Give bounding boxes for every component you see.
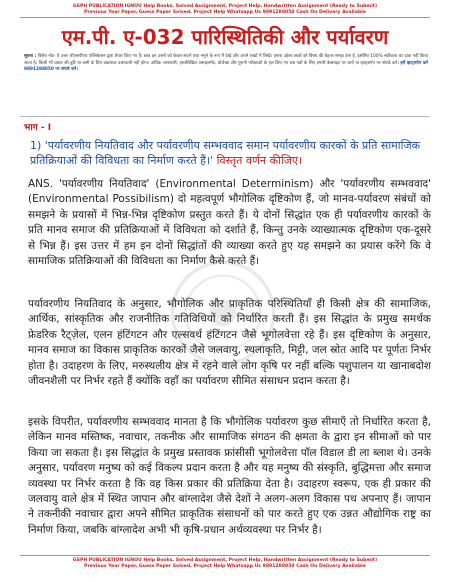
question-text: 1) 'पर्यावरणीय नियतिवाद और पर्यावरणीय सम्भववाद समान पर्यावरणीय कारकों के प्रति सामाजिक प्रतिक्रियाओं की विविधता का निर्माण करते हैं।' [30,139,421,167]
footer-line-1: GSPH PUBLICATION IGNOU Help Books, Solved Assignment, Project Help, Handwritten Assignment (Ready to Submit) [72,558,378,563]
header-line-2: Previous Year Paper, Guess Paper Solved, Project Help Whatsapp Us 9891288050 Cash On Delivery Available [84,10,366,15]
page-footer [0,558,450,570]
answer-paragraph-2: पर्यावरणीय नियतिवाद के अनुसार, भौगोलिक और प्राकृतिक परिस्थितियाँ ही किसी क्षेत्र की सामाजिक, आर्थिक, सांस्कृतिक और राजनीतिक गतिविधियों को निर्धारित करती हैं। इस सिद्धांत के प्रमुख समर्थक फ्रेडरिक रैट्ज़ेल, एलन हंटिंगटन और एल्सवर्थ हंटिंगटन जैसे भूगोलवेत्ता रहे हैं। इस दृष्टिकोण के अनुसार, मानव समाज का विकास प्राकृतिक कारकों जैसे जलवायु, स्थलाकृति, मिट्टी, जल स्रोत आदि पर पूर्णतः निर्भर होता है। उदाहरण के लिए, मरुस्थलीय क्षेत्र में रहने वाले लोग कृषि पर नहीं बल्कि पशुपालन या खानाबदोश जीवनशैली पर निर्भर रहते हैं क्योंकि वहाँ का पर्यावरण सीमित संसाधन प्रदान करता है। [28,298,431,388]
notice-label: सूचना : [24,54,37,59]
part-label: भाग - I [24,123,52,133]
footer-divider [20,555,430,556]
header-line-1: GSPH PUBLICATION IGNOU Help Books, Solved Assignment, Project Help, Handwritten Assignment (Ready to Submit) [72,4,378,9]
notice-block [24,54,428,74]
notice-whatsapp-link[interactable]: हमें व्हाट्सऐप करें 9891288050 पर संपर्क करें। [24,60,428,73]
header-divider [20,17,430,18]
notice-text: विशेष नोट- ये उत्तर जीएसपीएच पब्लिकेशन द्वारा तैयार किए गए हैं। छात्र इन उत्तरों को केवल संदर्भ तथा नमूने के रूप में देखें और अपने शब्दों में लिखें। हमारा उद्देश्य छात्रों को विषय की बेहतर समझ देना है, इसलिए 100% सटीकता का दावा नहीं किया जाता है। किसी भी प्रकार की त्रुटि या कमी के लिए प्रकाशक उत्तरदायी नहीं होगा। अधिक जानकारी, हस्तलिखित असाइनमेंट, प्रोजेक्ट और पुरानी परीक्षाओं के हल किए गए प्रश्न पत्रों के लिए हमारी वेबसाइट पर जाएँ या व्हाट्सऐप पर संपर्क करें। [24,54,428,66]
footer-line-2: Previous Year Paper, Guess Paper Solved, Project Help Whatsapp Us 9891288050 Cash On Delivery Available [84,564,366,569]
document-title: एम.पी. ए-032 पारिस्थितिकी और पर्यावरण [61,25,389,49]
question-block [30,138,430,168]
answer-paragraph-1: ANS. 'पर्यावरणीय नियतिवाद' (Environmental Determinism) और 'पर्यावरणीय सम्भववाद' (Environmental Possibilism) दो महत्वपूर्ण भौगोलिक दृष्टिकोण हैं, जो मानव-पर्यावरण संबंधों को समझने के प्रयासों में भिन्न-भिन्न दृष्टिकोण प्रस्तुत करते हैं। ये दोनों सिद्धांत एक ही पर्यावरणीय कारकों के प्रति मानव समाज की प्रतिक्रियाओं में विविधता को दर्शाते हैं, किन्तु उनके व्याख्यात्मक दृष्टिकोण एक-दूसरे से भिन्न हैं। इस उत्तर में हम इन दोनों सिद्धांतों की व्याख्या करते हुए यह समझने का प्रयास करेंगे कि वे सामाजिक प्रतिक्रियाओं की विविधता का निर्माण कैसे करते हैं। [28,178,431,268]
answer-paragraph-3: इसके विपरीत, पर्यावरणीय सम्भववाद मानता है कि भौगोलिक पर्यावरण कुछ सीमाएँ तो निर्धारित करता है, लेकिन मानव मस्तिष्क, नवाचार, तकनीक और सामाजिक संगठन की क्षमता के द्वारा इन सीमाओं को पार किया जा सकता है। इस सिद्धांत के प्रमुख प्रस्तावक फ्रांसीसी भूगोलवेत्ता पॉल विडाल डी ला ब्लाश थे। उनके अनुसार, पर्यावरण मनुष्य को कई विकल्प प्रदान करता है और यह मनुष्य की संस्कृति, बुद्धिमत्ता और समाज व्यवस्था पर निर्भर करता है कि वह किस प्रकार की प्रतिक्रिया देता है। उदाहरण स्वरूप, एक ही प्रकार की जलवायु वाले क्षेत्र में स्थित जापान और बांग्लादेश जैसे देशों ने अलग-अलग विकास पथ अपनाए हैं। जापान ने तकनीकी नवाचार द्वारा अपने सीमित प्राकृतिक संसाधनों को पार करते हुए एक उन्नत औद्योगिक राष्ट्र का निर्माण किया, जबकि बांग्लादेश अभी भी कृषि-प्रधान अर्थव्यवस्था पर निर्भर है। [28,416,431,536]
section-divider [20,116,430,117]
page-header [0,4,450,16]
question-instruction: विस्तृत वर्णन कीजिए। [216,154,303,167]
